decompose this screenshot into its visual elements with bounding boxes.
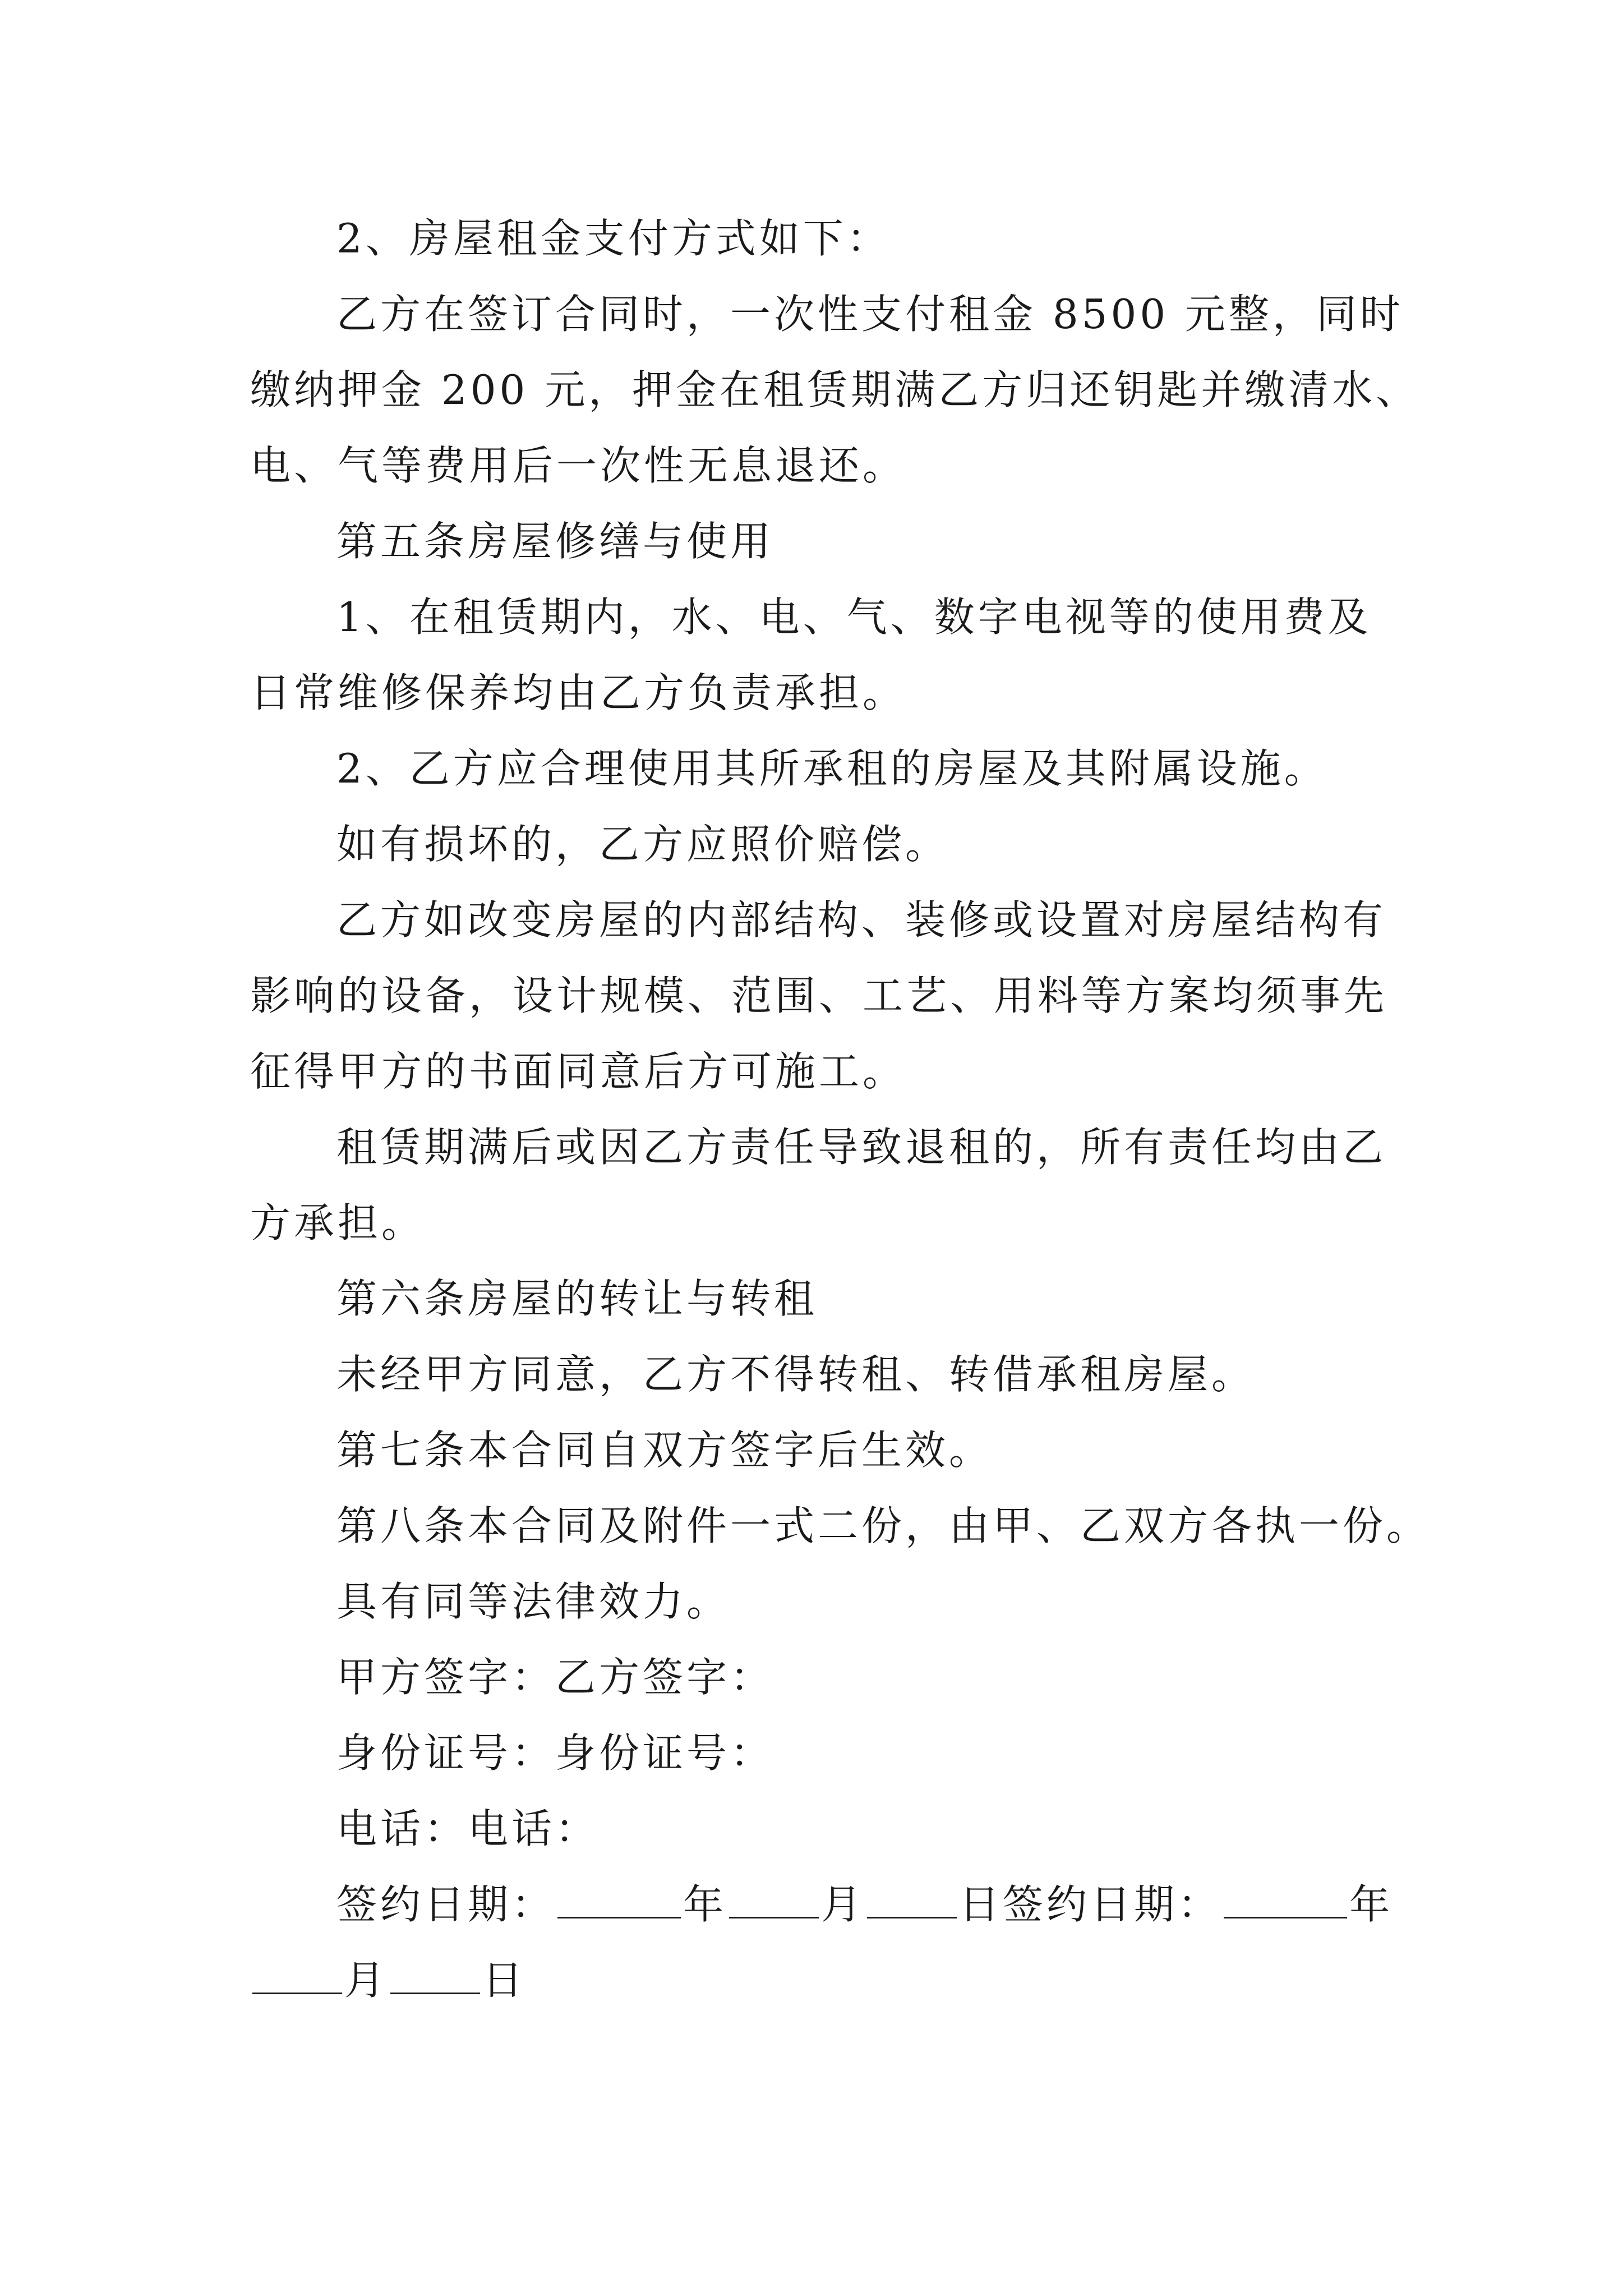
section-heading: 第八条本合同及附件一式二份，由甲、乙双方各执一份。: [336, 1502, 1431, 1549]
year-label: 年: [1349, 1881, 1394, 1928]
year-blank: [557, 1883, 681, 1918]
text-line: 影响的设备，设计规模、范围、工艺、用料等方案均须事先: [250, 972, 1388, 1019]
text-line: 未经甲方同意，乙方不得转租、转借承租房屋。: [336, 1351, 1256, 1398]
text-line: 电、气等费用后一次性无息退还。: [250, 442, 907, 489]
day-and-date-label: 日签约日期：: [959, 1881, 1222, 1928]
year-blank: [1224, 1883, 1347, 1918]
text-line: 缴纳押金 200 元，押金在租赁期满乙方归还钥匙并缴清水、: [250, 366, 1420, 413]
section-heading: 第五条房屋修缮与使用: [336, 518, 774, 565]
month-label: 月: [344, 1957, 389, 2004]
signing-date-line-continued: [250, 1952, 526, 2008]
signature-line: 甲方签字：乙方签字：: [336, 1654, 774, 1701]
month-blank: [729, 1883, 819, 1918]
id-number-line: 身份证号：身份证号：: [336, 1729, 774, 1777]
text-line: 2、乙方应合理使用其所承租的房屋及其附属设施。: [336, 745, 1328, 792]
text-line: 乙方在签订合同时，一次性支付租金 8500 元整，同时: [336, 291, 1404, 338]
text-line: 租赁期满后或因乙方责任导致退租的，所有责任均由乙: [336, 1124, 1387, 1171]
text-line: 如有损坏的，乙方应照价赔偿。: [336, 821, 949, 868]
text-line: 具有同等法律效力。: [336, 1578, 731, 1625]
phone-line: 电话：电话：: [336, 1805, 600, 1852]
text-line: 1、在租赁期内，水、电、气、数字电视等的使用费及: [336, 593, 1372, 641]
section-heading: 第七条本合同自双方签字后生效。: [336, 1427, 993, 1474]
month-label: 月: [821, 1881, 865, 1928]
text-line: 征得甲方的书面同意后方可施工。: [250, 1048, 907, 1095]
date-label: 签约日期：: [336, 1881, 556, 1928]
month-blank: [252, 1959, 342, 1994]
text-line: 日常维修保养均由乙方负责承担。: [250, 669, 907, 716]
day-blank: [390, 1959, 480, 1994]
section-heading: 第六条房屋的转让与转租: [336, 1275, 818, 1322]
text-line: 乙方如改变房屋的内部结构、装修或设置对房屋结构有: [336, 896, 1387, 944]
year-label: 年: [683, 1881, 727, 1928]
text-line: 方承担。: [250, 1199, 426, 1246]
day-blank: [867, 1883, 957, 1918]
day-label: 日: [482, 1957, 527, 2004]
signing-date-line: [336, 1876, 1393, 1932]
text-line: 2、房屋租金支付方式如下：: [336, 215, 891, 262]
